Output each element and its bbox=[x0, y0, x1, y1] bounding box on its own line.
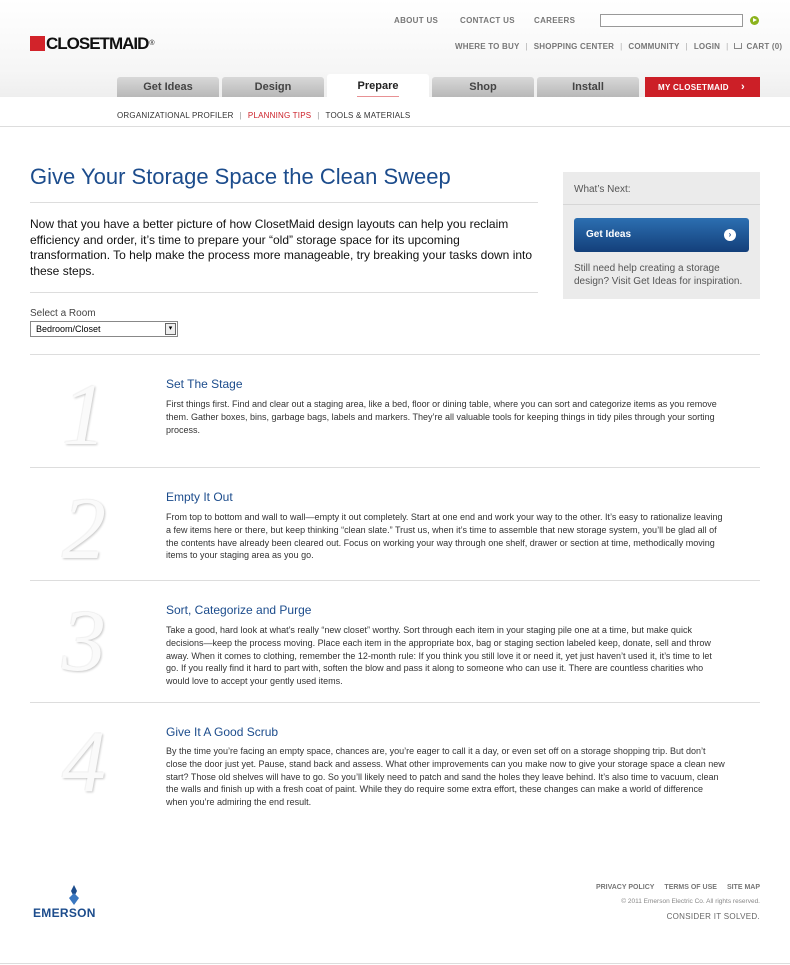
divider bbox=[563, 204, 760, 205]
closetmaid-logo[interactable] bbox=[30, 34, 155, 52]
terms-of-use-link[interactable]: TERMS OF USE bbox=[664, 884, 717, 891]
chevron-right-icon: › bbox=[741, 81, 745, 93]
whats-next-heading: What’s Next: bbox=[574, 184, 631, 195]
my-closetmaid-button[interactable] bbox=[645, 77, 760, 97]
login-link[interactable]: LOGIN bbox=[693, 42, 721, 51]
step-title: Give It A Good Scrub bbox=[166, 725, 279, 739]
search-go-icon[interactable] bbox=[750, 16, 759, 25]
step-body: Take a good, hard look at what’s really “new closet” worthy. Sort through each item in your staging pile one at a time, but make quick decisions—keep the process moving. Place each item in the appropriate box, bag or staging section labeled keep, donate, sell and throw away. When it comes to clothing, remember the 12-month rule: If you think you still love it or need it, yet just haven’t used it, it’s time to let go. If you really find it hard to part with, soften the blow and pass it along to someone who can use it. There are countless charities who would love to accept your gently used items. bbox=[166, 625, 712, 687]
step-title: Empty It Out bbox=[166, 490, 233, 504]
my-closetmaid-label: MY CLOSETMAID bbox=[658, 82, 729, 92]
separator: | bbox=[685, 42, 688, 51]
logo-text: CLOSETMAID bbox=[46, 33, 149, 53]
step-body: By the time you’re facing an empty space, chances are, you’re eager to call it a day, or even set off on a storage shopping trip. But don’t close the door just yet. Pause, stand back and assess. What other improvements can you make now to give your storage space a clean new start? Those old shelves will have to go. So you’ll likely need to patch and sand the holes they leave behind. It’s also time to vacuum, clean the walls and finish up with a fresh coat of paint. While they do require some extra effort, these changes can make a world of difference when you’re admiring the end result. bbox=[166, 746, 725, 808]
divider bbox=[30, 202, 538, 203]
logo-registered-mark: ® bbox=[149, 39, 155, 47]
cart-icon[interactable] bbox=[734, 43, 742, 49]
site-map-link[interactable]: SITE MAP bbox=[726, 884, 760, 891]
site-header bbox=[0, 0, 790, 127]
tab-prepare[interactable]: Prepare bbox=[327, 74, 429, 97]
sub-navigation bbox=[117, 111, 410, 120]
privacy-policy-link[interactable]: PRIVACY POLICY bbox=[595, 884, 655, 891]
tagline: CONSIDER IT SOLVED. bbox=[666, 912, 760, 921]
tab-design[interactable]: Design bbox=[222, 77, 324, 97]
step-number: 1 bbox=[62, 367, 106, 464]
get-ideas-button-label: Get Ideas bbox=[586, 229, 632, 240]
divider bbox=[30, 292, 538, 293]
dropdown-arrow-icon[interactable]: ▾ bbox=[165, 323, 176, 335]
step-divider bbox=[30, 354, 760, 355]
step-title: Set The Stage bbox=[166, 377, 243, 391]
footer-links bbox=[596, 884, 760, 891]
subnav-planning-tips[interactable]: PLANNING TIPS bbox=[247, 111, 312, 120]
utility-nav bbox=[455, 42, 782, 51]
step-number: 2 bbox=[62, 481, 106, 578]
room-select-label: Select a Room bbox=[30, 308, 96, 319]
step-number: 4 bbox=[62, 714, 106, 811]
whats-next-panel bbox=[563, 172, 760, 299]
step-body: From top to bottom and wall to wall—empty it out completely. Start at one end and work your way to the other. It’s easy to rationalize leaving a few items here or there, but keep thinking “clean slate.” Trust us, when it’s time to assemble that new storage system, you’ll be glad all of the contents have already been cleared out. Focus on working your way through one shelf, drawer or section at time, methodically moving items to your staging area as you go. bbox=[166, 512, 723, 561]
community-link[interactable]: COMMUNITY bbox=[628, 42, 680, 51]
cart-link[interactable]: CART (0) bbox=[746, 42, 783, 51]
page-title: Give Your Storage Space the Clean Sweep bbox=[30, 164, 451, 189]
subnav-organizational-profiler[interactable]: ORGANIZATIONAL PROFILER bbox=[117, 111, 234, 120]
where-to-buy-link[interactable]: WHERE TO BUY bbox=[455, 42, 520, 51]
shopping-center-link[interactable]: SHOPPING CENTER bbox=[533, 42, 615, 51]
tab-install[interactable]: Install bbox=[537, 77, 639, 97]
step-title: Sort, Categorize and Purge bbox=[166, 603, 312, 617]
step-body: First things first. Find and clear out a staging area, like a bed, floor or dining table, where you can sort and categorize items as you remove them. Gather boxes, bins, garbage bags, labels and markers. They’re all valuable tools for keeping things in tidy piles through your sorting process. bbox=[166, 399, 717, 435]
step-divider bbox=[30, 580, 760, 581]
step-number: 3 bbox=[62, 593, 106, 690]
step-divider bbox=[30, 467, 760, 468]
whats-next-text: Still need help creating a storage design? Visit Get Ideas for inspiration. bbox=[574, 263, 743, 287]
tab-shop[interactable]: Shop bbox=[432, 77, 534, 97]
separator: | bbox=[239, 111, 242, 120]
copyright-text: © 2011 Emerson Electric Co. All rights reserved. bbox=[621, 898, 760, 905]
emerson-wordmark: EMERSON bbox=[33, 906, 96, 920]
separator: | bbox=[525, 42, 528, 51]
main-tabs bbox=[117, 77, 642, 97]
step-divider bbox=[30, 702, 760, 703]
tab-get-ideas[interactable]: Get Ideas bbox=[117, 77, 219, 97]
intro-paragraph: Now that you have a better picture of how ClosetMaid design layouts can help you reclaim efficiency and order, it’s time to prepare your “old” storage space for its upcoming transformation. To help make the process more manageable, try breaking your tasks down into these steps. bbox=[30, 217, 533, 278]
search-input[interactable] bbox=[600, 14, 743, 27]
contact-us-link[interactable]: CONTACT US bbox=[460, 16, 515, 25]
about-us-link[interactable]: ABOUT US bbox=[394, 16, 439, 25]
separator: | bbox=[726, 42, 729, 51]
careers-link[interactable]: CAREERS bbox=[534, 16, 576, 25]
room-select-value: Bedroom/Closet bbox=[36, 324, 101, 334]
subnav-tools-materials[interactable]: TOOLS & MATERIALS bbox=[325, 111, 411, 120]
emerson-mark-icon bbox=[67, 885, 81, 905]
divider bbox=[0, 963, 790, 964]
separator: | bbox=[317, 111, 320, 120]
chevron-right-icon: › bbox=[724, 229, 736, 241]
separator: | bbox=[620, 42, 623, 51]
logo-square-icon bbox=[30, 36, 45, 51]
get-ideas-button[interactable] bbox=[574, 218, 749, 252]
room-select[interactable] bbox=[30, 321, 178, 337]
